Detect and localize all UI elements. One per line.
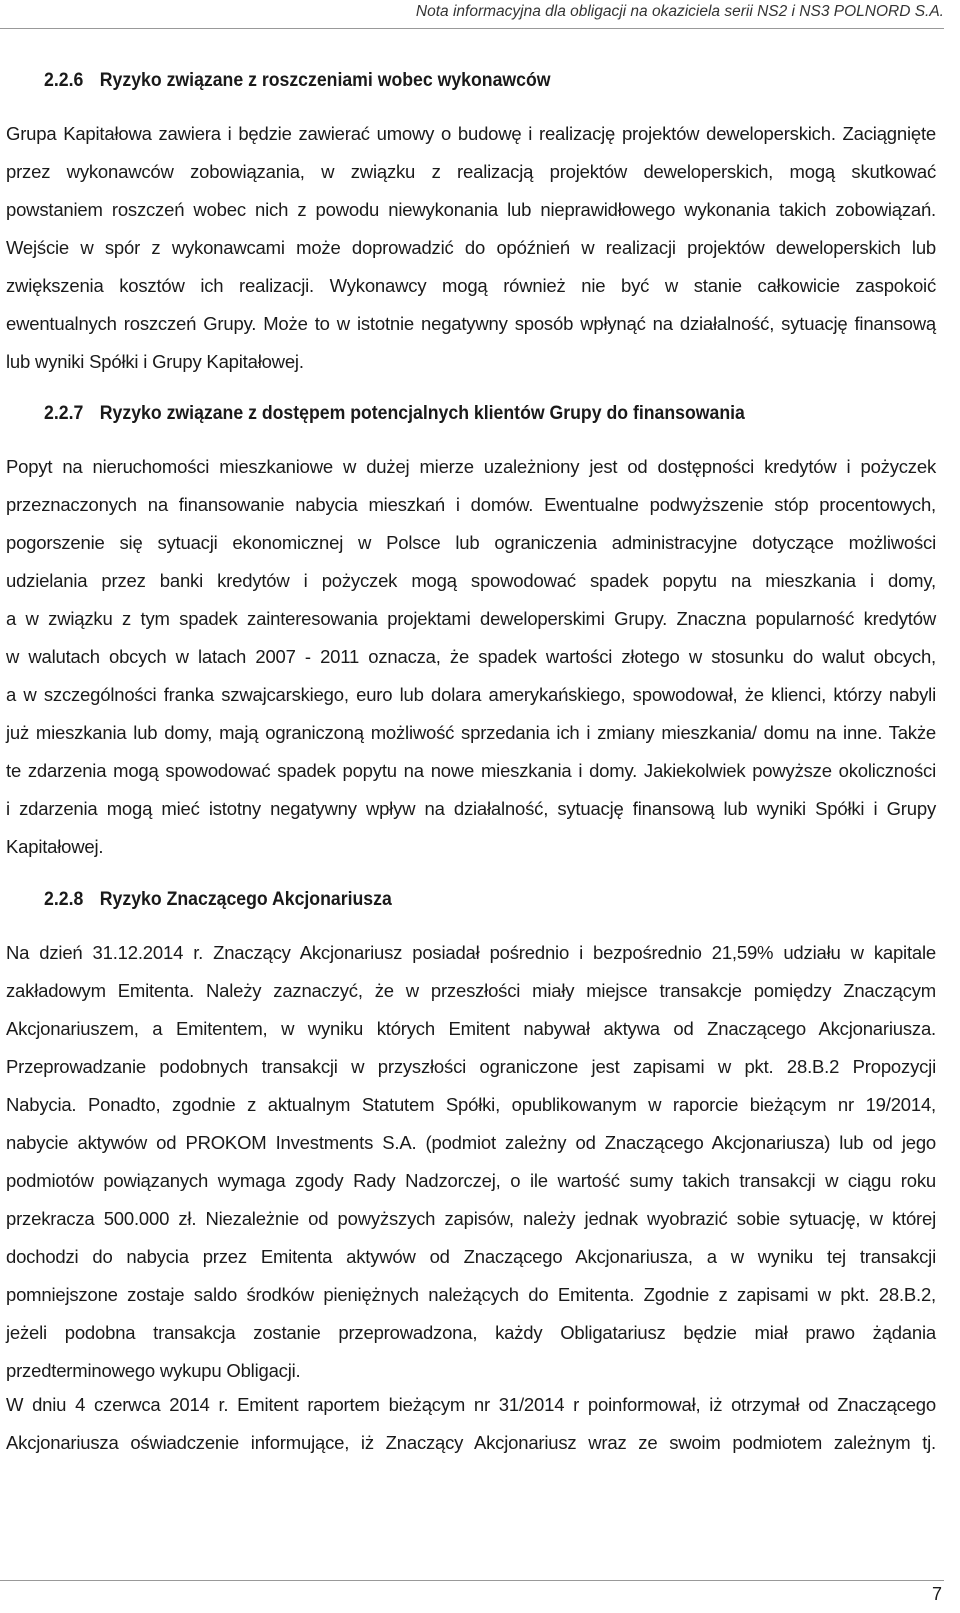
page-number: 7 [931, 1584, 942, 1604]
paragraph-line: pomniejszone zostaje saldo środków pieniężnych należących do Emitenta. Zgodnie z zapisami w pkt. 28.B.2, [6, 1284, 936, 1305]
paragraph-line: a w szczególności franka szwajcarskiego, euro lub dolara amerykańskiego, spowodował, że klienci, którzy nabyli [6, 684, 936, 705]
paragraph-line: ewentualnych roszczeń Grupy. Może to w istotnie negatywny sposób wpłynąć na działalność, sytuację finansową [6, 313, 936, 334]
document-header: Nota informacyjna dla obligacji na okaziciela serii NS2 i NS3 POLNORD S.A. [415, 3, 944, 20]
paragraph-line: jeżeli podobna transakcja zostanie przeprowadzona, każdy Obligatariusz będzie miał prawo żądania [6, 1322, 936, 1343]
paragraph-line: Akcjonariuszem, a Emitentem, w wyniku których Emitent nabywał aktywa od Znaczącego Akcjonariusza. [6, 1018, 936, 1039]
paragraph-line: udzielania przez banki kredytów i pożyczek mogą spowodować spadek popytu na mieszkania i domy, [6, 570, 936, 591]
paragraph-line: przedterminowego wykupu Obligacji. [6, 1360, 301, 1381]
paragraph-line: w walutach obcych w latach 2007 - 2011 oznacza, że spadek wartości złotego w stosunku do walut obcych, [6, 646, 936, 667]
section-number: 2.2.6 [44, 70, 84, 91]
section-heading-2-2-7 [44, 403, 745, 425]
section-title: Ryzyko związane z roszczeniami wobec wykonawców [99, 70, 551, 91]
paragraph-line: te zdarzenia mogą spowodować spadek popytu na nowe mieszkania i domy. Jakiekolwiek powyższe okoliczności [6, 760, 936, 781]
header-divider [0, 28, 944, 29]
section-title: Ryzyko Znaczącego Akcjonariusza [99, 889, 392, 910]
paragraph-line: zakładowym Emitenta. Należy zaznaczyć, że w przeszłości miały miejsce transakcje pomiędzy Znaczącym [6, 980, 936, 1001]
section-heading-2-2-8 [44, 889, 392, 911]
paragraph-line: Na dzień 31.12.2014 r. Znaczący Akcjonariusz posiadał pośrednio i bezpośrednio 21,59% udziału w kapitale [6, 942, 936, 963]
paragraph-line: Kapitałowej. [6, 836, 104, 857]
paragraph-line: Przeprowadzanie podobnych transakcji w przyszłości ograniczone jest zapisami w pkt. 28.B.2 Propozycji [6, 1056, 936, 1077]
paragraph-line: Popyt na nieruchomości mieszkaniowe w dużej mierze uzależniony jest od dostępności kredytów i pożyczek [6, 456, 936, 477]
paragraph-line: i zdarzenia mogą mieć istotny negatywny wpływ na działalność, sytuację finansową lub wyniki Spółki i Grupy [6, 798, 936, 819]
paragraph-line: już mieszkania lub domy, mają ograniczoną możliwość sprzedania ich i zmiany mieszkania/ domu na inne. Także [6, 722, 936, 743]
paragraph-line: Akcjonariusza oświadczenie informujące, iż Znaczący Akcjonariusz wraz ze swoim podmiotem zależnym tj. [6, 1432, 936, 1453]
paragraph-line: zwiększenia kosztów ich realizacji. Wykonawcy mogą również nie być w stanie całkowicie zaspokoić [6, 275, 936, 296]
paragraph-line: nabycie aktywów od PROKOM Investments S.A. (podmiot zależny od Znaczącego Akcjonariusza) lub od jego [6, 1132, 936, 1153]
paragraph-line: Nabycia. Ponadto, zgodnie z aktualnym Statutem Spółki, opublikowanym w raporcie bieżącym nr 19/2014, [6, 1094, 936, 1115]
paragraph-line: W dniu 4 czerwca 2014 r. Emitent raportem bieżącym nr 31/2014 r poinformował, iż otrzymał od Znaczącego [6, 1394, 936, 1415]
section-title: Ryzyko związane z dostępem potencjalnych klientów Grupy do finansowania [99, 403, 745, 424]
paragraph-line: pogorszenie się sytuacji ekonomicznej w Polsce lub ograniczenia administracyjne dotyczące możliwości [6, 532, 936, 553]
paragraph-line: powstaniem roszczeń wobec nich z powodu niewykonania lub nieprawidłowego wykonania takich zobowiązań. [6, 199, 936, 220]
paragraph-line: dochodzi do nabycia przez Emitenta aktywów od Znaczącego Akcjonariusza, a w wyniku tej transakcji [6, 1246, 936, 1267]
paragraph-line: lub wyniki Spółki i Grupy Kapitałowej. [6, 351, 304, 372]
paragraph-line: a w związku z tym spadek zainteresowania projektami deweloperskimi Grupy. Znaczna popularność kredytów [6, 608, 936, 629]
paragraph-line: Wejście w spór z wykonawcami może doprowadzić do opóźnień w realizacji projektów deweloperskich lub [6, 237, 936, 258]
section-number: 2.2.7 [44, 403, 84, 424]
section-heading-2-2-6 [44, 70, 551, 92]
section-number: 2.2.8 [44, 889, 84, 910]
footer-divider [0, 1580, 944, 1581]
paragraph-line: przekracza 500.000 zł. Niezależnie od powyższych zapisów, należy jednak wyobrazić sobie sytuację, w której [6, 1208, 936, 1229]
paragraph-line: przez wykonawców zobowiązania, w związku z realizacją projektów deweloperskich, mogą skutkować [6, 161, 936, 182]
paragraph-line: przeznaczonych na finansowanie nabycia mieszkań i domów. Ewentualne podwyższenie stóp procentowych, [6, 494, 936, 515]
paragraph-line: podmiotów powiązanych wymaga zgody Rady Nadzorczej, o ile wartość sumy takich transakcji w ciągu roku [6, 1170, 936, 1191]
paragraph-line: Grupa Kapitałowa zawiera i będzie zawierać umowy o budowę i realizację projektów deweloperskich. Zaciągnięte [6, 123, 936, 144]
